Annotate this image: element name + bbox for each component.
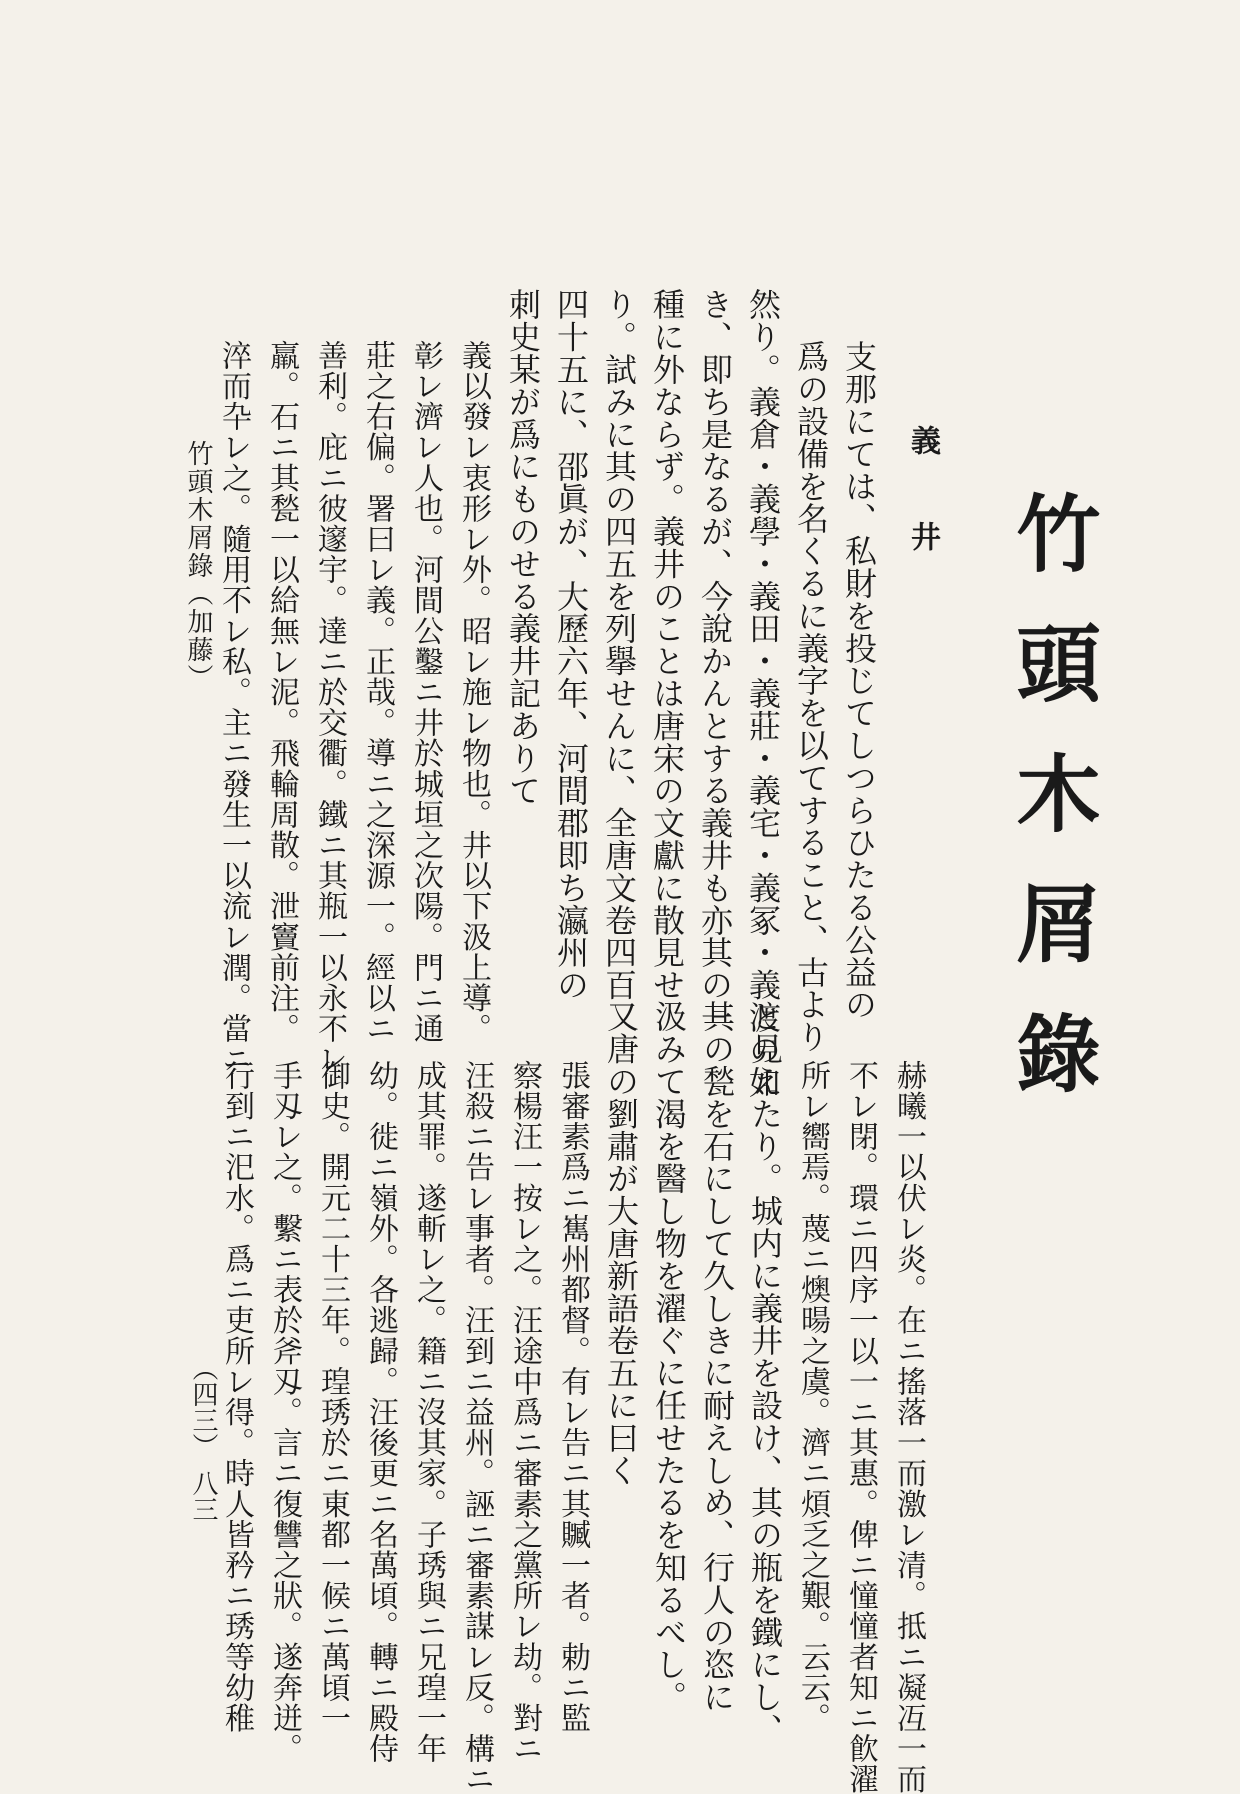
quote-column: 所レ嚮焉。蔑ニ燠暘之虞。濟ニ煩乏之艱。云云。 bbox=[795, 1060, 830, 1734]
text-column: 種に外ならず。義井のことは唐宋の文獻に散見せ bbox=[648, 288, 686, 1001]
book-title: 竹頭木屑錄 bbox=[1003, 490, 1102, 1140]
running-head: 竹頭木屑錄（加藤） bbox=[183, 440, 213, 692]
quote-column: 成其罪。遂斬レ之。籍ニ沒其家。子琇與ニ兄瑝一年 bbox=[411, 1060, 446, 1764]
quote-column: 善利。庇ニ彼邃宇。達ニ於交衢。鐵ニ其瓶一以永不レ bbox=[312, 340, 347, 1075]
page-number: 八三 bbox=[188, 1470, 218, 1522]
quote-column: 羸。石ニ其甃一以給無レ泥。飛輪周散。泄竇前注。 bbox=[264, 340, 299, 1044]
quote-column: 汪殺ニ告レ事者。汪到ニ益州。誣ニ審素謀レ反。構ニ bbox=[459, 1060, 494, 1794]
text-column: り。試みに其の四五を列擧せんに、全唐文卷四百 bbox=[600, 288, 638, 1001]
quote-column: 彰レ濟レ人也。河間公鑿ニ井於城垣之次陽。門ニ通 bbox=[408, 340, 443, 1044]
text-column: 其の甃を石にして久しきに耐えしめ、行人の恣に bbox=[698, 1000, 736, 1713]
quote-column: 赫曦一以伏レ炎。在ニ搖落一而激レ清。抵ニ凝冱一而 bbox=[891, 1060, 926, 1794]
quote-column: 幼。徙ニ嶺外。各逃歸。汪後更ニ名萬頃。轉ニ殿侍 bbox=[363, 1060, 398, 1764]
text-column: 四十五に、邵眞が、大歷六年、河間郡即ち瀛州の bbox=[552, 288, 590, 1001]
text-column: 刺史某が爲にものせる義井記ありて bbox=[504, 288, 542, 807]
quote-column: 御史。開元二十三年。瑝琇於ニ東都一候ニ萬頃一 bbox=[315, 1060, 350, 1734]
text-column: 汲みて渴を醫し物を濯ぐに任せたるを知るべし。 bbox=[650, 1000, 688, 1713]
quote-column: 莊之右偏。署曰レ義。正哉。導ニ之深源一。經以ニ bbox=[360, 340, 395, 1044]
quote-column: 義以發レ衷形レ外。昭レ施レ物也。井以下汲上導。 bbox=[456, 340, 491, 1044]
quote-column: 行到ニ汜水。爲ニ吏所レ得。時人皆矜ニ琇等幼稚 bbox=[219, 1060, 254, 1734]
quote-column: 淬而卆レ之。隨用不レ私。主ニ發生一以流レ潤。當ニ bbox=[216, 340, 251, 1075]
text-column: き、即ち是なるが、今說かんとする義井も亦其の一 bbox=[696, 288, 734, 1034]
page-number-paren: （四三） bbox=[188, 1355, 218, 1459]
quote-column: 張審素爲ニ嶲州都督。有レ告ニ其贓一者。勅ニ監 bbox=[555, 1060, 590, 1734]
quote-column: 察楊汪一按レ之。汪途中爲ニ審素之黨所レ劫。對ニ bbox=[507, 1060, 542, 1764]
text-column: 支那にては、私財を投じてしつらひたる公益の bbox=[840, 340, 878, 1021]
quote-column: 手刄レ之。繫ニ表於斧刄。言ニ復讐之狀。遂奔迸。 bbox=[267, 1060, 302, 1764]
section-heading: 義 井 bbox=[905, 425, 940, 569]
text-column: 然り。義倉・義學・義田・義莊・義宅・義冢・義渡の如 bbox=[744, 288, 782, 1098]
text-column: 又唐の劉肅が大唐新語卷五に曰く bbox=[602, 1000, 640, 1486]
text-column: と見えたり。城内に義井を設け、其の瓶を鐵にし、 bbox=[746, 1000, 784, 1746]
text-column: 爲の設備を名くるに義字を以てすること、古より bbox=[792, 340, 830, 1053]
quote-column: 不レ閉。環ニ四序一以一ニ其惠。俾ニ憧憧者知ニ飮濯 bbox=[843, 1060, 878, 1794]
